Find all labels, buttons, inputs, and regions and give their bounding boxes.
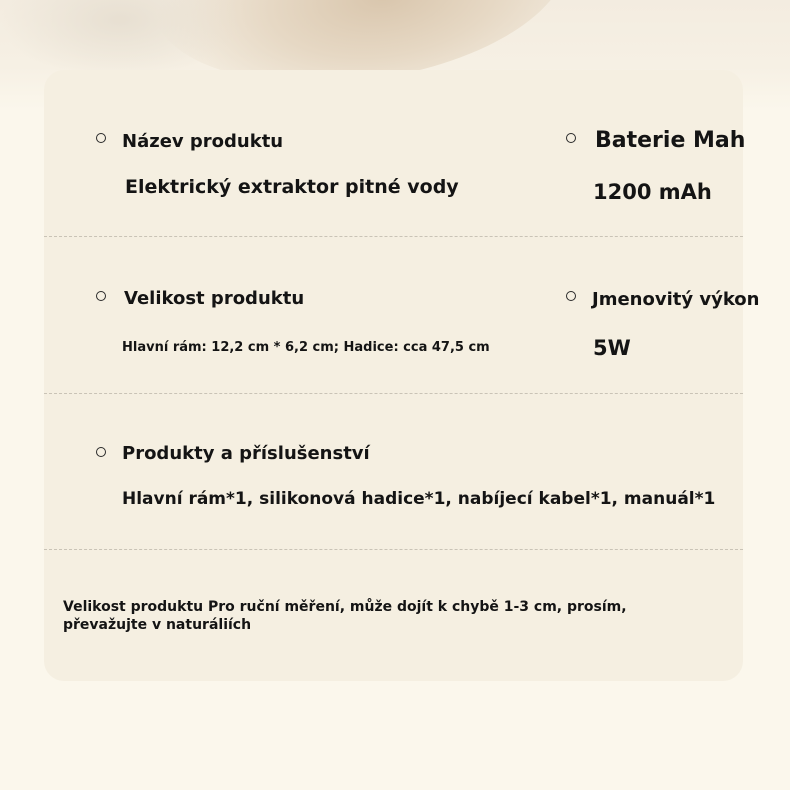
dashed-divider (44, 236, 743, 237)
dashed-divider (44, 549, 743, 550)
accessories-value: Hlavní rám*1, silikonová hadice*1, nabíjecí kabel*1, manuál*1 (122, 489, 716, 509)
bullet-icon (566, 133, 576, 143)
product-size-label: Velikost produktu (124, 288, 305, 309)
product-size-value: Hlavní rám: 12,2 cm * 6,2 cm; Hadice: cca 47,5 cm (122, 340, 490, 355)
product-name-label: Název produktu (122, 131, 284, 152)
measurement-note: Velikost produktu Pro ruční měření, může dojít k chybě 1-3 cm, prosím, převažujte v naturáliích (63, 599, 627, 633)
battery-label: Baterie Mah (595, 128, 746, 153)
bullet-icon (96, 447, 106, 457)
dashed-divider (44, 393, 743, 394)
bullet-icon (566, 291, 576, 301)
rated-power-value: 5W (593, 336, 631, 360)
bullet-icon (96, 291, 106, 301)
accessories-label: Produkty a příslušenství (122, 443, 370, 464)
bullet-icon (96, 133, 106, 143)
spec-card (44, 70, 760, 681)
battery-value: 1200 mAh (593, 180, 712, 204)
product-name-value: Elektrický extraktor pitné vody (125, 176, 459, 198)
rated-power-label: Jmenovitý výkon (592, 289, 760, 310)
